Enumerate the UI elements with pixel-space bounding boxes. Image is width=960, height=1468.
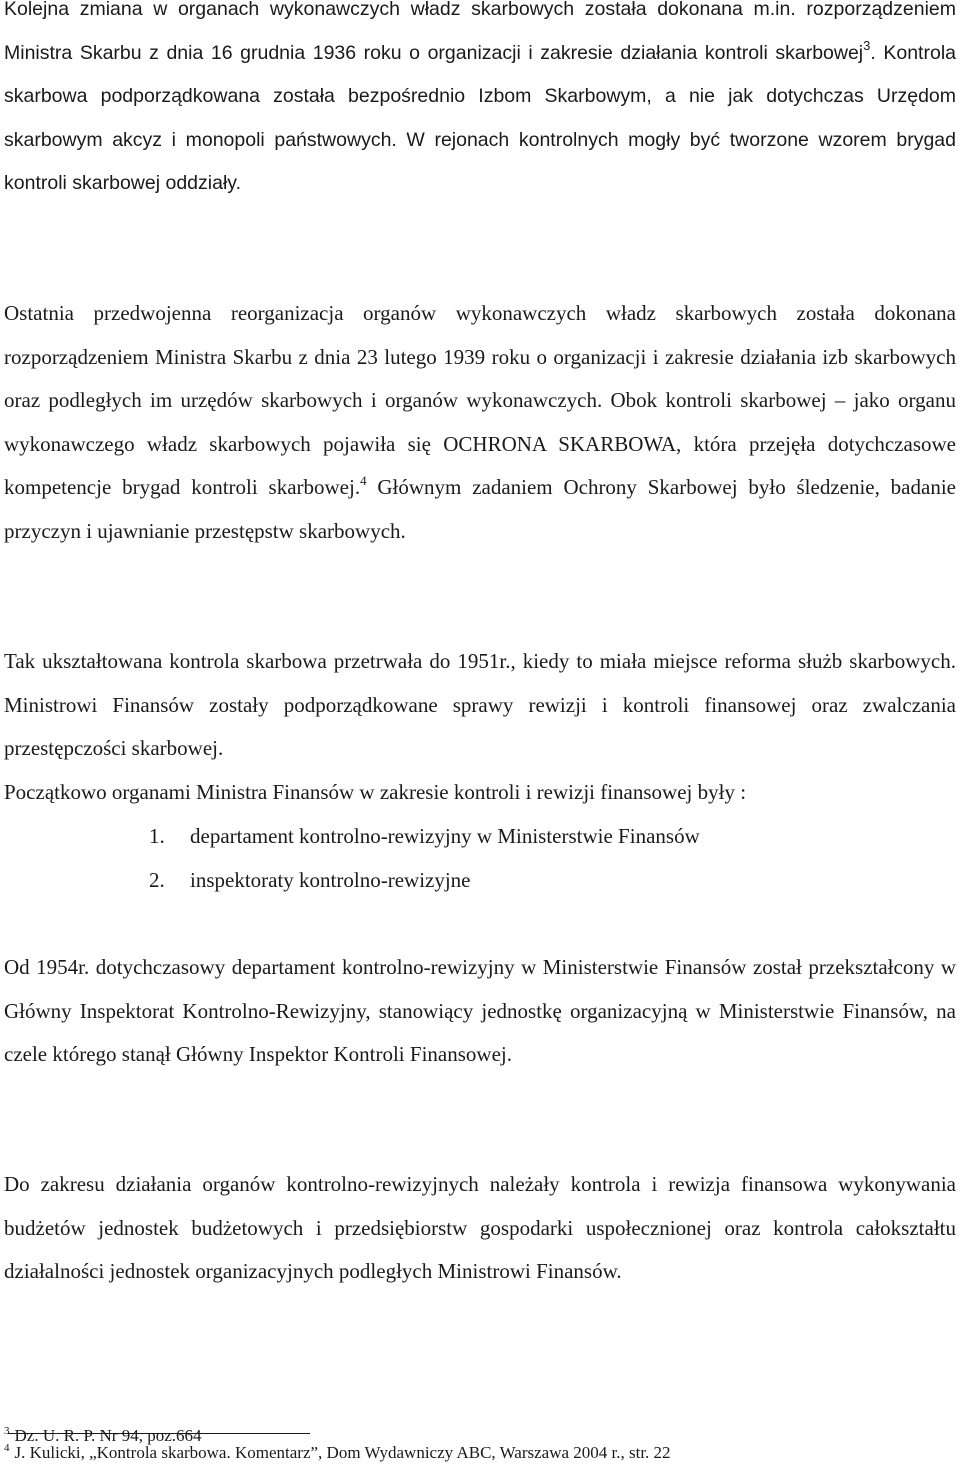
organs-list — [4, 814, 700, 902]
footnote-ref-3[interactable]: 3 — [863, 37, 871, 53]
list-item-text: departament kontrolno-rewizyjny w Ministerstwie Finansów — [190, 824, 700, 848]
paragraph-reorganizacja-1939 — [4, 292, 956, 554]
paragraph-text: Kolejna zmiana w organach wykonawczych władz skarbowych została dokonana m.in. rozporządzeniem Ministra Skarbu z dnia 16 grudnia 1936 roku o organizacji i zakresie działania kontroli skarbowej — [4, 0, 956, 64]
list-item-text: inspektoraty kontrolno-rewizyjne — [190, 868, 471, 892]
list-number: 1. — [149, 824, 165, 848]
footnote-text: J. Kulicki, „Kontrola skarbowa. Komentarz”, Dom Wydawniczy ABC, Warszawa 2004 r., str. 22 — [14, 1443, 671, 1462]
paragraph-organy-ministra: Początkowo organami Ministra Finansów w zakresie kontroli i rewizji finansowej były : — [4, 780, 747, 804]
paragraph-text: Głównym zadaniem Ochrony Skarbowej było śledzenie, badanie przyczyn i ujawnianie przestępstw skarbowych. — [4, 475, 956, 543]
paragraph-kontrola-1936 — [4, 0, 956, 206]
list-item — [4, 814, 700, 858]
footnote-ref-4[interactable]: 4 — [360, 473, 367, 489]
paragraph-zakres-dzialania: Do zakresu działania organów kontrolno-rewizyjnych należały kontrola i rewizja finansowa wykonywania budżetów jednostek budżetowych i przedsiębiorstw gospodarki uspołecznionej oraz kontrola całokształtu działalności jednostek organizacyjnych podległych Ministrowi Finansów. — [4, 1172, 956, 1284]
paragraph-text: Ostatnia przedwojenna reorganizacja organów wykonawczych władz skarbowych została dokonana rozporządzeniem Ministra Skarbu z dnia 23 lutego 1939 roku o organizacji i zakresie działania izb skarbowych oraz podległych im urzędów skarbowych i organów wykonawczych. Obok kontroli skarbowej – jako organu wykonawczego władz skarbowych pojawiła się OCHRONA SKARBOWA, która przejęła dotychczasowe kompetencje brygad kontroli skarbowej. — [4, 301, 956, 500]
footnote-number: 3 — [4, 1425, 10, 1437]
paragraph-inspektorat-1954: Od 1954r. dotychczasowy departament kontrolno-rewizyjny w Ministerstwie Finansów został przekształcony w Główny Inspektorat Kontrolno-Rewizyjny, stanowiący jednostkę organizacyjną w Ministerstwie Finansów, na czele którego stanął Główny Inspektor Kontroli Finansowej. — [4, 955, 956, 1067]
footnote-number: 4 — [4, 1442, 10, 1454]
list-item — [4, 858, 700, 902]
paragraph-reforma-1951: Tak ukształtowana kontrola skarbowa przetrwała do 1951r., kiedy to miała miejsce reforma służb skarbowych. Ministrowi Finansów zostały podporządkowane sprawy rewizji i kontroli finansowej oraz zwalczania przestępczości skarbowej. — [4, 649, 956, 761]
paragraph-text: . Kontrola skarbowa podporządkowana została bezpośrednio Izbom Skarbowym, a nie jak dotychczas Urzędom skarbowym akcyz i monopoli państwowych. W rejonach kontrolnych mogły być tworzone wzorem brygad kontroli skarbowej oddziały. — [4, 41, 956, 195]
list-number: 2. — [149, 868, 165, 892]
footnote-4 — [4, 1443, 956, 1463]
footnote-text: Dz. U. R. P. Nr 94, poz.664 — [14, 1426, 202, 1445]
